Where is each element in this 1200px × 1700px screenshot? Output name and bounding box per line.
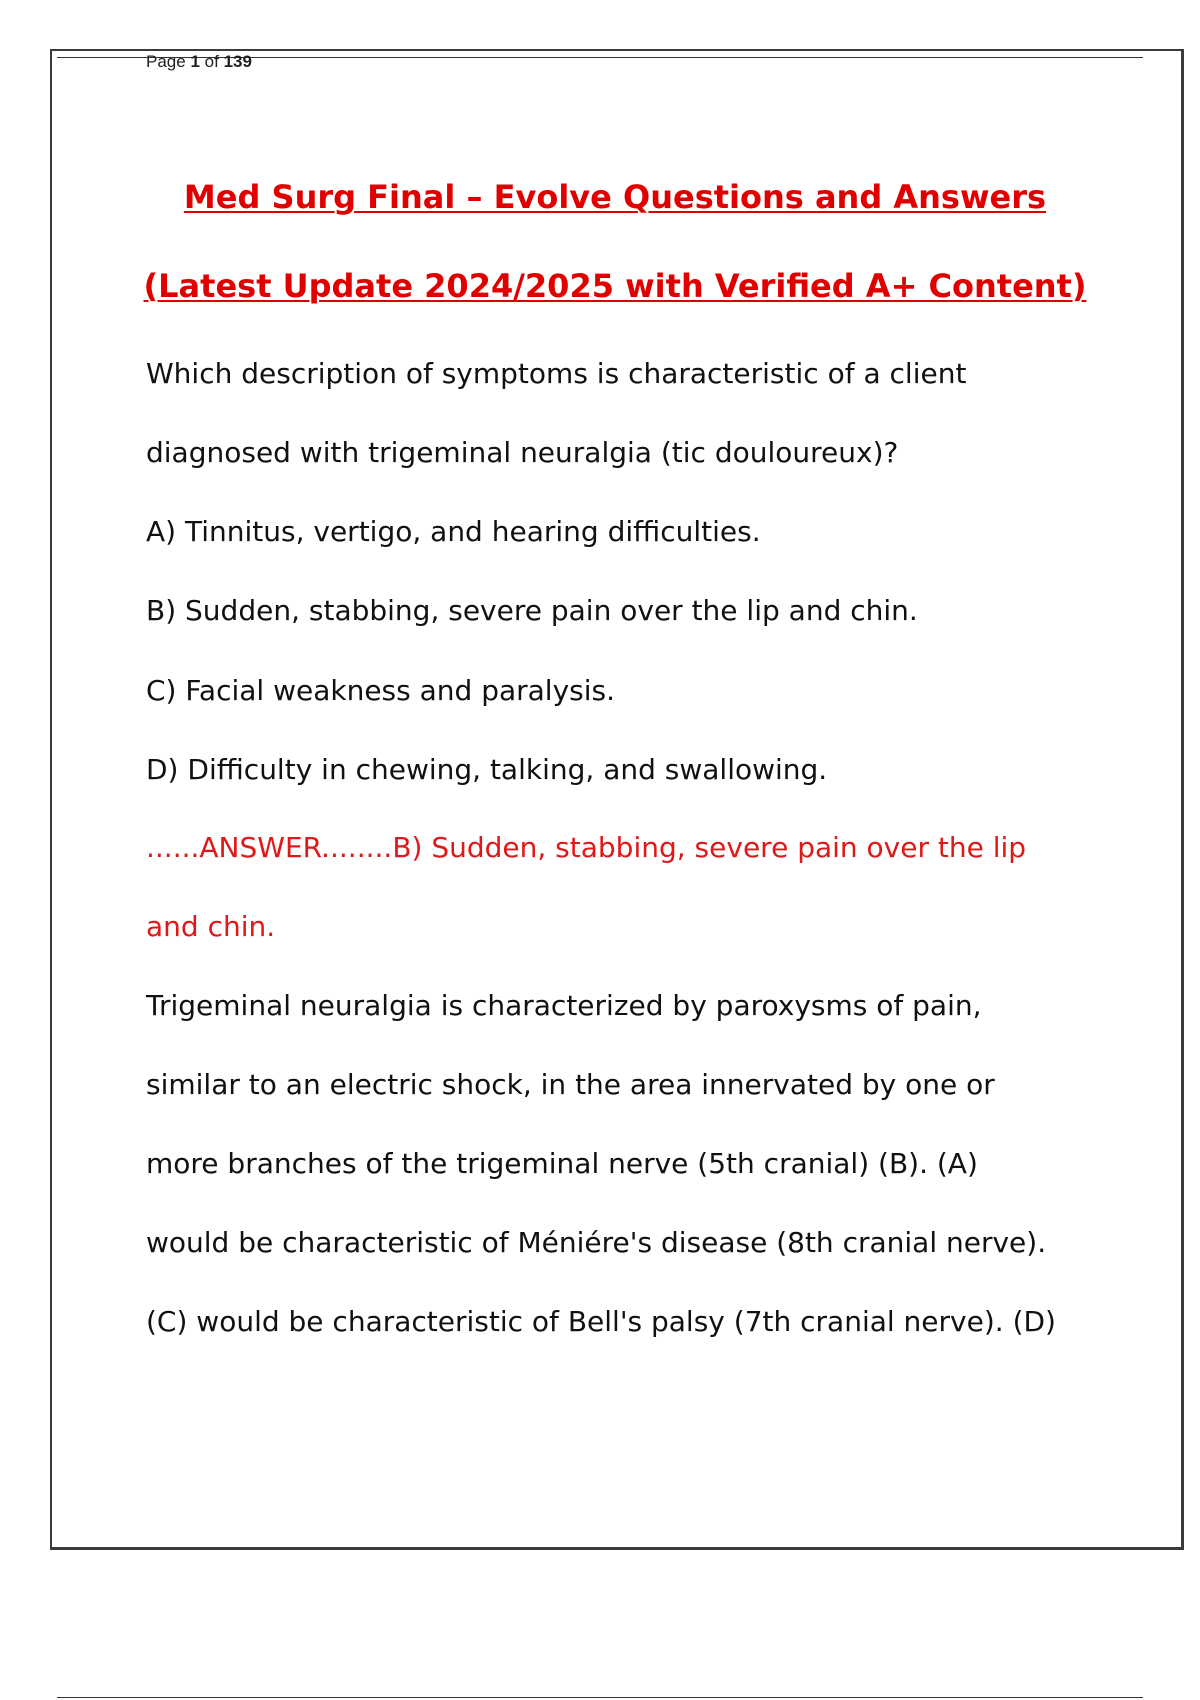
rationale-line-4: would be characteristic of Méniére's disease (8th cranial nerve). (146, 1226, 1047, 1259)
page-total: 139 (223, 52, 252, 71)
option-a: A) Tinnitus, vertigo, and hearing difficulties. (146, 515, 761, 548)
document-title-line-1: Med Surg Final – Evolve Questions and Answers (183, 178, 1047, 216)
rationale-line-3: more branches of the trigeminal nerve (5th cranial) (B). (A) (146, 1147, 978, 1180)
page-prefix: Page (146, 52, 186, 71)
rationale-line-5: (C) would be characteristic of Bell's palsy (7th cranial nerve). (D) (146, 1305, 1056, 1338)
rationale-line-2: similar to an electric shock, in the area innervated by one or (146, 1068, 995, 1101)
option-d: D) Difficulty in chewing, talking, and swallowing. (146, 753, 828, 786)
page-number: 1 (190, 52, 200, 71)
document-title-line-2: (Latest Update 2024/2025 with Verified A+ Content) (143, 267, 1087, 305)
option-c: C) Facial weakness and paralysis. (146, 674, 616, 707)
rationale-line-1: Trigeminal neuralgia is characterized by paroxysms of pain, (146, 989, 982, 1022)
option-b: B) Sudden, stabbing, severe pain over the lip and chin. (146, 594, 918, 627)
answer-line-2: and chin. (146, 910, 276, 943)
question-stem-line-1: Which description of symptoms is characteristic of a client (146, 357, 967, 390)
page-of: of (204, 52, 219, 71)
question-stem-line-2: diagnosed with trigeminal neuralgia (tic douloureux)? (146, 436, 899, 469)
next-page-top-rule (57, 1697, 1143, 1698)
page-number-label (146, 52, 252, 72)
answer-line-1: ......ANSWER........B) Sudden, stabbing, severe pain over the lip (146, 831, 1027, 864)
